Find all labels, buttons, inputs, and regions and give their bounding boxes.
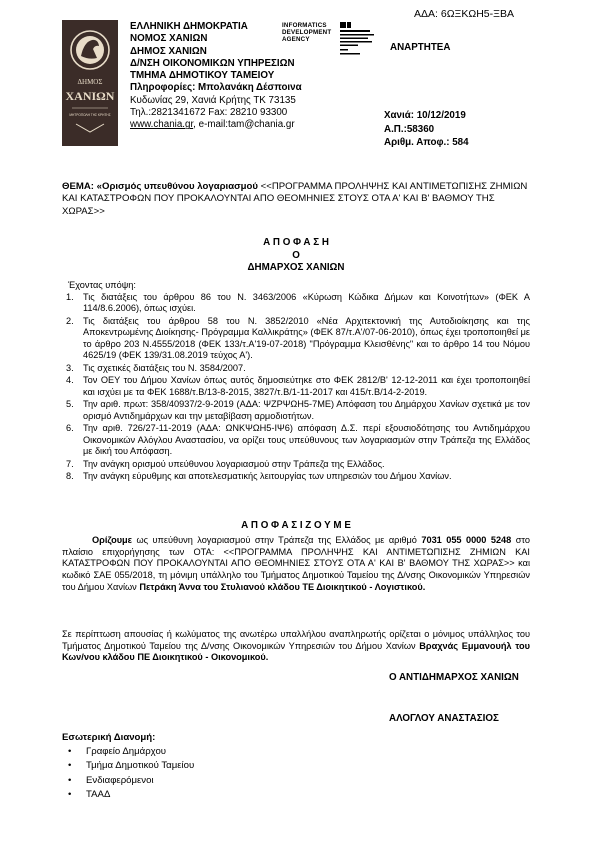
para1-text: ως υπεύθυνη λογαριασμού στην Τράπεζα της Ελλάδος με αριθμό bbox=[132, 535, 422, 545]
protocol-number: Α.Π.:58360 bbox=[384, 123, 435, 135]
header-line-prefecture: ΝΟΜΟΣ ΧΑΝΙΩΝ bbox=[130, 33, 208, 45]
decision-paragraph bbox=[62, 535, 530, 594]
municipality-logo bbox=[62, 20, 118, 146]
employee-name: Πετράκη Άννα του Στυλιανού κλάδου ΤΕ Διοικητικού - Λογιστικού. bbox=[139, 581, 426, 592]
agency-line: AGENCY bbox=[282, 36, 310, 43]
bullet-icon: • bbox=[68, 789, 72, 801]
apofasizoume-heading: Α Π Ο Φ Α Σ Ι Ζ Ο Υ Μ Ε bbox=[241, 520, 351, 531]
considerations-list bbox=[62, 292, 530, 483]
decision-heading: Α Π Ο Φ Α Σ Η bbox=[263, 237, 329, 248]
intro-text: Έχοντας υπόψη: bbox=[68, 280, 136, 290]
subject-text: <<ΠΡΟΓΡΑΜΜΑ ΠΡΟΛΗΨΗΣ ΚΑΙ ΑΝΤΙΜΕΤΩΠΙΣΗΣ ΖΗΜΙΩΝ ΚΑΙ ΚΑΤΑΣΤΡΟΦΩΝ ΠΟΥ ΠΡΟΚΑΛΟΥΝΤΑΙ ΑΠΟ ΘΕΟΜΗΝΙΕΣ ΣΤΟΥΣ ΟΤΑ Α' ΚΑΙ Β' ΒΑΘΜΟΥ ΤΗΣ ΧΩΡΑΣ>> bbox=[62, 181, 528, 217]
decision-number: Αριθμ. Αποφ.: 584 bbox=[384, 137, 469, 148]
list-item: 1. Τις διατάξεις του άρθρου 86 του Ν. 3463/2006 «Κύρωση Κώδικα Δήμων και Κοινοτήτων» (ΦΕΚ Α 114/8.6.2006), όπως ισχύει. bbox=[66, 291, 530, 313]
decision-mayor: ΔΗΜΑΡΧΟΣ ΧΑΝΙΩΝ bbox=[247, 262, 345, 273]
logo-small-text: ΔΗΜΟΣ bbox=[77, 78, 103, 86]
list-item: • Γραφείο Δημάρχου bbox=[68, 746, 167, 757]
list-item: 3. Τις σχετικές διατάξεις του Ν. 3584/2007. bbox=[66, 362, 246, 373]
list-item: 4. Τον ΟΕΥ του Δήμου Χανίων όπως αυτός δημοσιεύτηκε στο ΦΕΚ 2812/Β' 12-12-2011 και έχει τροποποιηθεί και ισχύει με τα ΦΕΚ 1688/τ.Β/13-8-2015, 3827/τ.Β/1-11-2017 και 415/τ.Β/14-2-2019. bbox=[66, 375, 530, 397]
logo-footer-text: ΜΗΤΡΟΠΟΛΗ ΤΗΣ ΚΡΗΤΗΣ bbox=[69, 113, 111, 117]
bullet-icon: • bbox=[68, 746, 72, 757]
para1-bold: Ορίζουμε bbox=[92, 535, 133, 545]
subject-paragraph bbox=[62, 181, 530, 218]
header-contact-line bbox=[130, 119, 302, 131]
list-item: 7. Την ανάγκη ορισμού υπεύθυνου λογαριασμού στην Τράπεζα της Ελλάδος. bbox=[66, 458, 385, 469]
subject-label: ΘΕΜΑ: bbox=[62, 181, 97, 192]
considerations-section bbox=[62, 280, 530, 484]
list-item: • Τμήμα Δημοτικού Ταμείου bbox=[68, 760, 195, 772]
distribution-title: Εσωτερική Διανομή: bbox=[62, 732, 156, 743]
date-line: Χανιά: 10/12/2019 bbox=[384, 110, 466, 121]
header-line-department: ΤΜΗΜΑ ΔΗΜΟΤΙΚΟΥ ΤΑΜΕΙΟΥ bbox=[130, 70, 275, 82]
list-item: 8. Την ανάγκη εύρυθμης και αποτελεσματικής λειτουργίας των υπηρεσιών του Δήμου Χανίων. bbox=[66, 471, 452, 481]
list-item: 5. Την αριθ. πρωτ: 358/40937/2-9-2019 (ΑΔΑ: ΨΖΡΨΩΗ5-7ΜΕ) Απόφαση του Δημάρχου Χανίων σχετικά με τον ορισμό Αντιδημάρχων και την μεταβίβαση αρμοδιοτήτων. bbox=[66, 399, 530, 421]
header-left bbox=[130, 21, 302, 132]
decision-article: Ο bbox=[292, 249, 300, 261]
website-link[interactable]: www.chania.gr bbox=[130, 119, 194, 131]
decision-title bbox=[62, 237, 530, 275]
header-right bbox=[384, 109, 469, 150]
para2-text: Σε περίπτωση απουσίας ή κωλύματος της ανωτέρω υπαλλήλου αναπληρωτής ορίζεται ο μόνιμος υπάλληλος του Τμήματος Δημοτικού Ταμείου της Δ/νσης Οικονομικών Υπηρεσιών του Δήμου Χανίων bbox=[62, 629, 530, 651]
bullet-icon: • bbox=[68, 760, 72, 772]
header-address: Κυδωνίας 29, Χανιά Κρήτης ΤΚ 73135 bbox=[130, 94, 296, 106]
logo-big-text: ΧΑΝΙΩΝ bbox=[65, 89, 115, 103]
bullet-icon: • bbox=[68, 774, 72, 786]
posting-label: ΑΝΑΡΤΗΤΕΑ bbox=[390, 42, 451, 53]
header-line-directorate: Δ/ΝΣΗ ΟΙΚΟΝΟΜΙΚΩΝ ΥΠΗΡΕΣΙΩΝ bbox=[130, 57, 295, 69]
header-phone: Τηλ.:2821341672 Fax: 28210 93300 bbox=[130, 107, 288, 119]
list-item: 2. Τις διατάξεις του άρθρου 58 του Ν. 3852/2010 «Νέα Αρχιτεκτονική της Αυτοδιοίκησης και της Αποκεντρωμένης Διοίκησης- Πρόγραμμα Καλλικράτης» (ΦΕΚ 87/τ.Α'/07-06-2010), όπως έχει τροποποιηθεί με το άρθρο 203 Ν.4555/2018 (ΦΕΚ 133/τ.Α'19-07-2018) "Πρόγραμμα Κλεισθένης" και το άρθρο 14 του Νόμου 4625/19 (ΦΕΚ 139/31.08.2019 τεύχος Α'). bbox=[66, 315, 530, 360]
list-item: • ΤΑΑΔ bbox=[68, 789, 111, 801]
ada-code: ΑΔΑ: 6ΩΞΚΩΗ5-ΞΒΑ bbox=[414, 8, 514, 20]
agency-logo bbox=[340, 21, 378, 57]
para1-text-cont: στο πλαίσιο επιχορήγησης των ΟΤΑ: <<ΠΡΟΓΡΑΜΜΑ ΠΡΟΛΗΨΗΣ ΚΑΙ ΑΝΤΙΜΕΤΩΠΙΣΗΣ ΖΗΜΙΩΝ ΚΑΙ ΚΑΤΑΣΤΡΟΦΩΝ ΠΟΥ ΠΡΟΚΑΛΟΥΝΤΑΙ ΑΠΟ ΘΕΟΜΗΝΙΕΣ ΣΤΟΥΣ ΟΤΑ Α' ΚΑΙ Β' ΒΑΘΜΟΥ ΤΗΣ ΧΩΡΑΣ>> και κωδικό ΣΑΕ 055/2018, τη μόνιμη υπάλληλο του Τμήματος Δημοτικού Ταμείου της Δ/νσης Οικονομικών Υπηρεσιών του Δήμου Χανίων bbox=[62, 535, 530, 592]
list-item: 6. Την αριθ. 726/27-11-2019 (ΑΔΑ: ΩΝΚΨΩΗ5-ΙΨ6) απόφαση Δ.Σ. περί εξουσιοδότησης του Αντιδημάρχου Οικονομικών Αλόγλου Αναστασίου, να ορίζει τους υπεύθυνους των λογαριασμών στην Τράπεζα της Ελλάδος με δική του Απόφαση. bbox=[66, 423, 530, 456]
signature-title: Ο ΑΝΤΙΔΗΜΑΡΧΟΣ ΧΑΝΙΩΝ bbox=[389, 672, 519, 683]
substitute-name: Βραχνάς Εμμανουήλ του Κων/νου κλάδου ΠΕ Διοικητικού - Οικονομικού. bbox=[62, 640, 531, 663]
header-line-info: Πληροφορίες: Μπολανάκη Δέσποινα bbox=[130, 82, 302, 94]
header-line-country: ΕΛΛΗΝΙΚΗ ΔΗΜΟΚΡΑΤΙΑ bbox=[130, 21, 248, 32]
development-line: DEVELOPMENT bbox=[282, 29, 332, 36]
signature-name: ΑΛΟΓΛΟΥ ΑΝΑΣΤΑΣΙΟΣ bbox=[389, 713, 499, 724]
list-item: • Ενδιαφερόμενοι bbox=[68, 774, 154, 786]
informatics-agency-text bbox=[282, 22, 331, 43]
account-number: 7031 055 0000 5248 bbox=[421, 535, 512, 545]
header-line-municipality: ΔΗΜΟΣ ΧΑΝΙΩΝ bbox=[130, 45, 207, 57]
substitute-paragraph bbox=[62, 629, 530, 664]
email-text: , e-mail:tam@chania.gr bbox=[193, 119, 295, 131]
informatics-line: INFORMATICS bbox=[282, 22, 327, 29]
subject-bold: «Ορισμός υπευθύνου λογαριασμού bbox=[96, 181, 258, 192]
distribution-list bbox=[64, 746, 194, 804]
